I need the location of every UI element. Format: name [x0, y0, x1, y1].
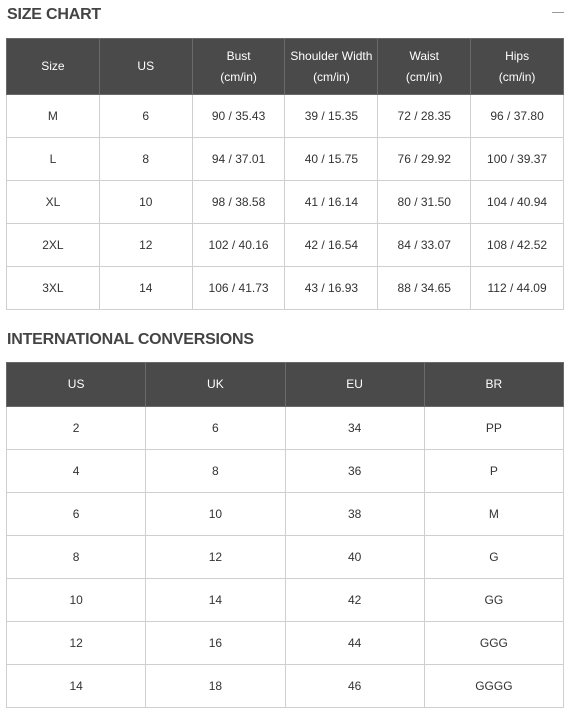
- table-cell: GGG: [424, 622, 563, 665]
- table-cell: 42 / 16.54: [285, 224, 378, 267]
- table-cell: 106 / 41.73: [192, 267, 285, 310]
- table-cell: 14: [146, 579, 285, 622]
- table-cell: 40 / 15.75: [285, 138, 378, 181]
- table-cell: 2: [7, 407, 146, 450]
- table-row: [7, 536, 564, 579]
- table-cell: 6: [99, 95, 192, 138]
- table-cell: 16: [146, 622, 285, 665]
- size-chart-title: SIZE CHART: [7, 6, 102, 23]
- table-cell: 40: [285, 536, 424, 579]
- table-cell: 8: [7, 536, 146, 579]
- table-row: [7, 138, 564, 181]
- table-row: [7, 181, 564, 224]
- header-bust: Bust (cm/in): [192, 39, 285, 95]
- table-cell: 14: [7, 665, 146, 708]
- table-row: [7, 493, 564, 536]
- table-cell: 12: [146, 536, 285, 579]
- table-cell: 14: [99, 267, 192, 310]
- table-cell: 90 / 35.43: [192, 95, 285, 138]
- table-cell: 94 / 37.01: [192, 138, 285, 181]
- header-us: US: [7, 363, 146, 407]
- header-eu: EU: [285, 363, 424, 407]
- header-uk: UK: [146, 363, 285, 407]
- table-cell: 10: [146, 493, 285, 536]
- size-chart-header-row: [7, 39, 564, 95]
- table-cell: 102 / 40.16: [192, 224, 285, 267]
- table-cell: 36: [285, 450, 424, 493]
- table-cell: 12: [7, 622, 146, 665]
- table-cell: 3XL: [7, 267, 100, 310]
- table-cell: M: [7, 95, 100, 138]
- table-row: [7, 267, 564, 310]
- table-cell: 96 / 37.80: [471, 95, 564, 138]
- table-cell: 104 / 40.94: [471, 181, 564, 224]
- header-us: US: [99, 39, 192, 95]
- table-row: [7, 407, 564, 450]
- table-cell: 2XL: [7, 224, 100, 267]
- table-cell: GG: [424, 579, 563, 622]
- table-row: [7, 622, 564, 665]
- table-cell: 43 / 16.93: [285, 267, 378, 310]
- table-cell: 38: [285, 493, 424, 536]
- table-cell: 112 / 44.09: [471, 267, 564, 310]
- table-cell: 72 / 28.35: [378, 95, 471, 138]
- table-row: [7, 665, 564, 708]
- table-cell: 100 / 39.37: [471, 138, 564, 181]
- table-cell: 41 / 16.14: [285, 181, 378, 224]
- table-cell: L: [7, 138, 100, 181]
- table-cell: M: [424, 493, 563, 536]
- table-cell: 84 / 33.07: [378, 224, 471, 267]
- header-waist: Waist (cm/in): [378, 39, 471, 95]
- table-cell: 98 / 38.58: [192, 181, 285, 224]
- table-cell: 18: [146, 665, 285, 708]
- table-row: [7, 579, 564, 622]
- international-conversions-table: [6, 362, 564, 708]
- international-header-row: [7, 363, 564, 407]
- table-cell: 108 / 42.52: [471, 224, 564, 267]
- table-cell: PP: [424, 407, 563, 450]
- header-shoulder-width: Shoulder Width (cm/in): [285, 39, 378, 95]
- table-row: [7, 224, 564, 267]
- header-hips: Hips (cm/in): [471, 39, 564, 95]
- table-row: [7, 95, 564, 138]
- table-cell: 44: [285, 622, 424, 665]
- table-cell: 8: [99, 138, 192, 181]
- table-cell: 80 / 31.50: [378, 181, 471, 224]
- table-row: [7, 450, 564, 493]
- header-size: Size: [7, 39, 100, 95]
- table-cell: XL: [7, 181, 100, 224]
- table-cell: 42: [285, 579, 424, 622]
- size-chart-table: [6, 38, 564, 310]
- international-conversions-title: INTERNATIONAL CONVERSIONS: [7, 331, 254, 348]
- table-cell: 88 / 34.65: [378, 267, 471, 310]
- table-cell: 10: [99, 181, 192, 224]
- table-cell: 6: [7, 493, 146, 536]
- table-cell: 4: [7, 450, 146, 493]
- table-cell: 34: [285, 407, 424, 450]
- table-cell: 8: [146, 450, 285, 493]
- table-cell: G: [424, 536, 563, 579]
- collapse-icon[interactable]: [551, 6, 565, 20]
- header-br: BR: [424, 363, 563, 407]
- table-cell: 12: [99, 224, 192, 267]
- table-cell: 76 / 29.92: [378, 138, 471, 181]
- table-cell: 46: [285, 665, 424, 708]
- table-cell: GGGG: [424, 665, 563, 708]
- table-cell: P: [424, 450, 563, 493]
- table-cell: 39 / 15.35: [285, 95, 378, 138]
- table-cell: 6: [146, 407, 285, 450]
- table-cell: 10: [7, 579, 146, 622]
